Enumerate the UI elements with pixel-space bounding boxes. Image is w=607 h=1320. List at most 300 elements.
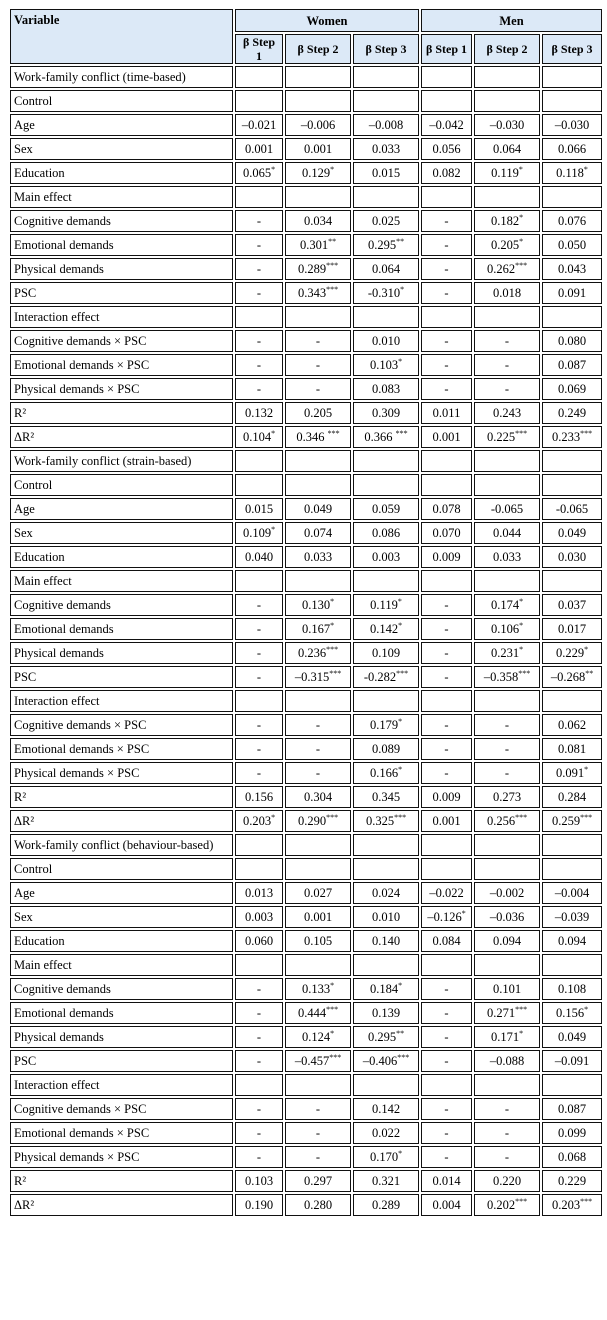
table-row [10,522,602,544]
table-cell [353,954,419,976]
women-step3-header: β Step 3 [353,34,419,64]
table-cell: 0.030 [542,546,602,568]
table-cell [474,570,540,592]
table-cell: –0.406*** [353,1050,419,1072]
table-cell: - [421,762,472,784]
table-row [10,66,602,88]
table-row [10,1074,602,1096]
table-cell [285,90,351,112]
table-cell [542,954,602,976]
table-row [10,1170,602,1192]
table-cell: 0.301** [285,234,351,256]
table-cell [285,474,351,496]
table-row [10,834,602,856]
table-cell: 0.284 [542,786,602,808]
table-cell: 0.076 [542,210,602,232]
table-cell [353,450,419,472]
table-cell: 0.132 [235,402,283,424]
table-cell: - [235,210,283,232]
table-cell: 0.044 [474,522,540,544]
table-cell: - [235,258,283,280]
row-label: Emotional demands [10,1002,233,1024]
table-cell: - [474,1146,540,1168]
table-cell [235,858,283,880]
table-cell: - [421,378,472,400]
table-cell [285,570,351,592]
table-cell: - [235,738,283,760]
table-row [10,642,602,664]
table-cell: 0.256*** [474,810,540,832]
table-cell: - [474,1098,540,1120]
table-cell: - [285,1122,351,1144]
table-cell: –0.315*** [285,666,351,688]
table-cell: - [421,978,472,1000]
table-row [10,954,602,976]
row-label: Emotional demands × PSC [10,738,233,760]
table-cell: 0.190 [235,1194,283,1216]
table-cell [235,90,283,112]
table-cell [421,450,472,472]
table-cell: 0.321 [353,1170,419,1192]
table-cell: –0.268** [542,666,602,688]
table-cell [542,474,602,496]
table-cell: - [235,978,283,1000]
row-label: Education [10,546,233,568]
table-cell: 0.262*** [474,258,540,280]
table-cell: 0.043 [542,258,602,280]
table-cell: - [235,378,283,400]
row-label: Education [10,162,233,184]
table-cell [421,306,472,328]
row-label: ΔR² [10,810,233,832]
table-cell: 0.233*** [542,426,602,448]
row-label: Physical demands × PSC [10,762,233,784]
women-step2-header: β Step 2 [285,34,351,64]
table-cell [235,186,283,208]
row-label: Age [10,498,233,520]
table-cell: 0.003 [353,546,419,568]
table-body [10,66,602,1216]
table-row [10,570,602,592]
table-row [10,474,602,496]
row-label: Interaction effect [10,306,233,328]
table-row [10,1002,602,1024]
table-cell: 0.220 [474,1170,540,1192]
table-cell: 0.325*** [353,810,419,832]
table-cell: 0.064 [474,138,540,160]
table-cell: –0.021 [235,114,283,136]
row-label: Physical demands [10,258,233,280]
table-cell: - [474,330,540,352]
table-row [10,882,602,904]
table-cell: 0.119* [353,594,419,616]
table-cell: 0.070 [421,522,472,544]
table-cell: 0.229 [542,1170,602,1192]
table-cell: 0.179* [353,714,419,736]
table-cell: 0.081 [542,738,602,760]
table-cell: 0.259*** [542,810,602,832]
table-row [10,1122,602,1144]
table-cell: 0.203*** [542,1194,602,1216]
table-cell [474,474,540,496]
table-cell: 0.182* [474,210,540,232]
row-label: Physical demands [10,642,233,664]
table-cell: 0.015 [353,162,419,184]
table-cell: 0.236*** [285,642,351,664]
table-cell: - [421,210,472,232]
table-cell: - [421,1122,472,1144]
table-cell: 0.083 [353,378,419,400]
table-row [10,402,602,424]
table-cell [421,858,472,880]
table-row [10,858,602,880]
table-cell: –0.039 [542,906,602,928]
table-cell: 0.101 [474,978,540,1000]
table-cell: - [235,618,283,640]
table-cell: 0.170* [353,1146,419,1168]
table-cell [285,306,351,328]
table-cell: 0.202*** [474,1194,540,1216]
table-cell: - [235,1146,283,1168]
table-cell: –0.030 [474,114,540,136]
table-cell: 0.049 [285,498,351,520]
table-cell [421,690,472,712]
table-cell [235,1074,283,1096]
regression-table [8,7,604,1218]
table-cell: 0.103 [235,1170,283,1192]
table-cell [353,858,419,880]
row-label: Emotional demands [10,234,233,256]
table-cell: –0.358*** [474,666,540,688]
table-cell: 0.056 [421,138,472,160]
table-cell: 0.104* [235,426,283,448]
table-cell: 0.119* [474,162,540,184]
table-cell [474,858,540,880]
table-cell: 0.142 [353,1098,419,1120]
table-cell: –0.036 [474,906,540,928]
table-cell: 0.074 [285,522,351,544]
table-cell: 0.174* [474,594,540,616]
row-label: Emotional demands × PSC [10,354,233,376]
table-cell: 0.078 [421,498,472,520]
row-label: Age [10,882,233,904]
table-cell [542,834,602,856]
table-cell: 0.069 [542,378,602,400]
table-cell: 0.109* [235,522,283,544]
table-cell: - [421,234,472,256]
table-cell: - [285,738,351,760]
table-cell [285,834,351,856]
table-cell [542,1074,602,1096]
table-cell: 0.004 [421,1194,472,1216]
table-cell: - [285,330,351,352]
table-cell [235,474,283,496]
table-cell [353,90,419,112]
table-cell [235,66,283,88]
table-cell: - [421,330,472,352]
table-cell [285,450,351,472]
table-cell: 0.001 [285,138,351,160]
table-cell [421,66,472,88]
table-cell: - [421,1026,472,1048]
table-cell: –0.030 [542,114,602,136]
table-cell: –0.457*** [285,1050,351,1072]
table-cell: - [421,666,472,688]
table-cell [421,90,472,112]
table-cell: - [285,378,351,400]
table-cell: 0.243 [474,402,540,424]
table-cell: 0.156 [235,786,283,808]
row-label: Main effect [10,186,233,208]
table-cell [474,90,540,112]
table-cell: 0.108 [542,978,602,1000]
table-cell [235,834,283,856]
table-row [10,378,602,400]
table-cell: - [235,1122,283,1144]
table-cell: 0.156* [542,1002,602,1024]
table-cell: - [474,378,540,400]
table-row [10,90,602,112]
table-cell: 0.013 [235,882,283,904]
table-cell: 0.129* [285,162,351,184]
table-cell: 0.011 [421,402,472,424]
table-cell: –0.022 [421,882,472,904]
table-cell: 0.087 [542,354,602,376]
table-cell [285,1074,351,1096]
table-cell: 0.001 [421,810,472,832]
table-cell: 0.009 [421,546,472,568]
table-cell: 0.060 [235,930,283,952]
table-cell [353,570,419,592]
table-cell: –0.042 [421,114,472,136]
row-label: Control [10,474,233,496]
women-group-header: Women [235,9,419,32]
table-cell: 0.133* [285,978,351,1000]
table-cell: 0.025 [353,210,419,232]
table-cell: 0.001 [285,906,351,928]
table-row [10,162,602,184]
table-row [10,1098,602,1120]
men-step1-header: β Step 1 [421,34,472,64]
table-cell [285,954,351,976]
row-label: PSC [10,1050,233,1072]
table-cell: - [235,1050,283,1072]
table-cell [285,186,351,208]
table-row [10,450,602,472]
table-cell [235,306,283,328]
table-cell [542,90,602,112]
table-cell: 0.297 [285,1170,351,1192]
table-cell [474,306,540,328]
table-cell: 0.001 [235,138,283,160]
table-cell: - [421,1002,472,1024]
row-label: Main effect [10,954,233,976]
table-cell: 0.027 [285,882,351,904]
table-cell [542,66,602,88]
variable-header: Variable [10,9,233,64]
row-label: Cognitive demands [10,978,233,1000]
table-cell: 0.065* [235,162,283,184]
table-row [10,978,602,1000]
table-cell: 0.015 [235,498,283,520]
table-cell: 0.018 [474,282,540,304]
table-cell: 0.289 [353,1194,419,1216]
table-cell [421,474,472,496]
table-cell: 0.231* [474,642,540,664]
table-row [10,546,602,568]
table-row [10,1194,602,1216]
table-cell: 0.171* [474,1026,540,1048]
table-cell: 0.064 [353,258,419,280]
table-cell: –0.004 [542,882,602,904]
table-cell: 0.166* [353,762,419,784]
table-cell: 0.105 [285,930,351,952]
row-label: Sex [10,906,233,928]
table-cell: -0.282*** [353,666,419,688]
table-cell: - [285,1146,351,1168]
table-cell: - [474,714,540,736]
table-cell [235,570,283,592]
table-cell: 0.082 [421,162,472,184]
table-cell: 0.106* [474,618,540,640]
table-cell [474,954,540,976]
table-cell: 0.033 [285,546,351,568]
table-cell: 0.444*** [285,1002,351,1024]
table-cell: - [421,618,472,640]
table-cell [474,66,540,88]
table-row [10,306,602,328]
table-cell: -0.065 [474,498,540,520]
table-cell [235,690,283,712]
table-cell: –0.126* [421,906,472,928]
table-cell [353,690,419,712]
table-cell: - [421,258,472,280]
table-cell: 0.309 [353,402,419,424]
table-cell [235,954,283,976]
table-cell [542,306,602,328]
table-cell: - [235,762,283,784]
table-row [10,114,602,136]
table-header [10,9,602,64]
table-cell: –0.006 [285,114,351,136]
row-label: Interaction effect [10,690,233,712]
table-row [10,330,602,352]
table-cell: 0.089 [353,738,419,760]
table-cell: 0.091 [542,282,602,304]
table-cell [285,66,351,88]
table-cell [421,834,472,856]
table-cell: 0.295** [353,234,419,256]
table-cell: 0.049 [542,1026,602,1048]
table-cell: 0.103* [353,354,419,376]
table-row [10,498,602,520]
table-cell [421,954,472,976]
table-cell: - [285,762,351,784]
row-label: ΔR² [10,1194,233,1216]
table-cell [353,474,419,496]
table-row [10,690,602,712]
table-cell: 0.024 [353,882,419,904]
table-cell: - [285,1098,351,1120]
table-cell: 0.033 [353,138,419,160]
table-cell [474,1074,540,1096]
table-cell: 0.003 [235,906,283,928]
row-label: Cognitive demands × PSC [10,330,233,352]
table-cell: 0.010 [353,906,419,928]
table-cell: - [235,714,283,736]
table-cell: 0.130* [285,594,351,616]
table-cell: 0.289*** [285,258,351,280]
table-cell [474,450,540,472]
table-row [10,810,602,832]
table-cell: 0.033 [474,546,540,568]
row-label: PSC [10,666,233,688]
table-cell: 0.066 [542,138,602,160]
table-cell: 0.034 [285,210,351,232]
table-cell: - [421,1146,472,1168]
table-cell: 0.345 [353,786,419,808]
row-label: Control [10,90,233,112]
table-row [10,594,602,616]
row-label: Age [10,114,233,136]
table-cell: 0.010 [353,330,419,352]
table-cell: 0.139 [353,1002,419,1024]
table-cell: 0.118* [542,162,602,184]
table-cell: - [235,1002,283,1024]
table-row [10,714,602,736]
row-label: Education [10,930,233,952]
table-cell: - [235,666,283,688]
table-cell: - [474,738,540,760]
table-cell: - [421,642,472,664]
table-row [10,786,602,808]
table-cell: 0.205 [285,402,351,424]
table-cell: –0.088 [474,1050,540,1072]
table-cell: 0.086 [353,522,419,544]
row-label: Physical demands × PSC [10,378,233,400]
table-cell: 0.091* [542,762,602,784]
table-cell: 0.167* [285,618,351,640]
table-cell: 0.087 [542,1098,602,1120]
row-label: Physical demands × PSC [10,1146,233,1168]
table-cell: -0.065 [542,498,602,520]
table-row [10,258,602,280]
table-cell [353,186,419,208]
table-cell: - [421,354,472,376]
table-cell [542,186,602,208]
table-cell: 0.059 [353,498,419,520]
table-cell: 0.280 [285,1194,351,1216]
row-label: Control [10,858,233,880]
table-row [10,282,602,304]
table-cell: 0.203* [235,810,283,832]
women-step1-header: β Step 1 [235,34,283,64]
table-cell: - [235,642,283,664]
table-cell: -0.310* [353,282,419,304]
row-label: Emotional demands [10,618,233,640]
table-cell [542,858,602,880]
table-cell: - [285,354,351,376]
table-cell: - [421,1098,472,1120]
table-cell [542,570,602,592]
table-cell [542,690,602,712]
row-label: Cognitive demands × PSC [10,714,233,736]
table-cell [285,690,351,712]
table-cell: - [235,354,283,376]
table-cell: 0.249 [542,402,602,424]
table-cell: –0.002 [474,882,540,904]
row-label: Cognitive demands [10,210,233,232]
